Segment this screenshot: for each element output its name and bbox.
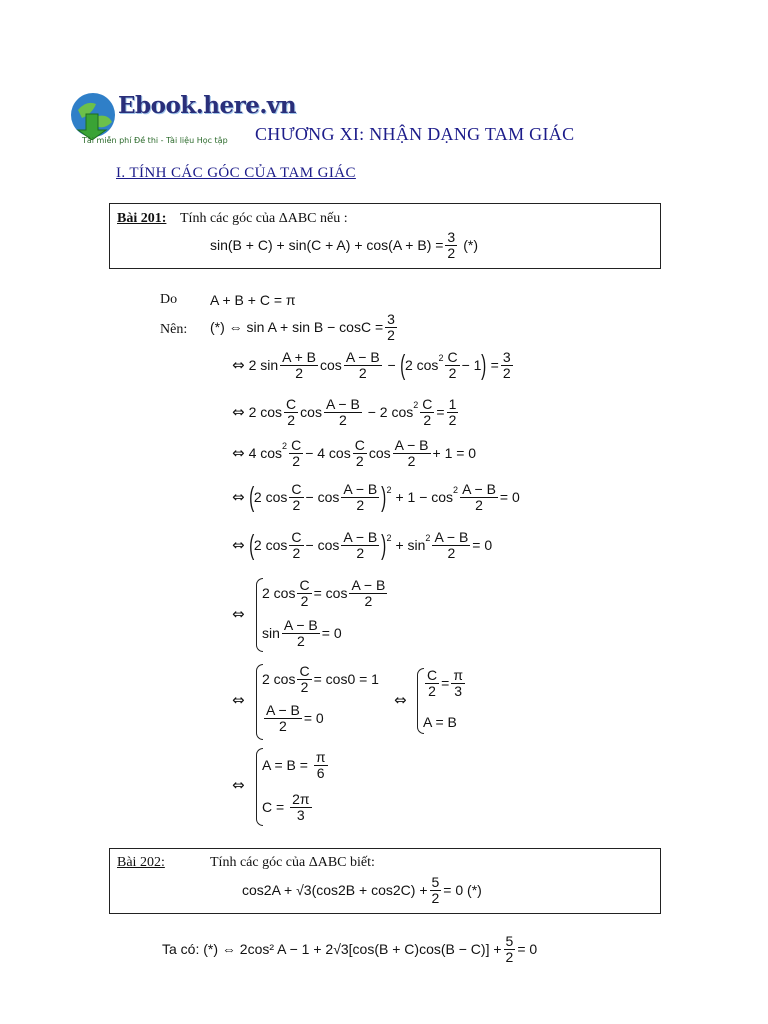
iff-symbol: ⇔ bbox=[394, 691, 407, 709]
final-eq-angle-c: C = $\frac{2\pi}{3}$ bbox=[262, 791, 310, 823]
problem-202-box bbox=[109, 848, 661, 914]
step-6: ⇔ ( 2 cos C 2 − cos A − B 2 ) 2 + sin 2 A − B 2 = 0 bbox=[232, 529, 493, 561]
iff-symbol: ⇔ bbox=[232, 605, 245, 623]
system-2-eq-1: 2 cos C 2 = cos0 = 1 bbox=[262, 663, 379, 695]
problem-201-equation bbox=[210, 230, 478, 260]
brand-name: Ebook.here.vn bbox=[118, 92, 296, 119]
final-eq-angle-ab: A = B = $\frac{\pi}{6}$ bbox=[262, 749, 326, 781]
system-1-eq-2: sin A − B 2 = 0 bbox=[262, 617, 342, 649]
system-2-eq-2: A − B 2 = 0 bbox=[266, 702, 324, 734]
fraction-3-2: $\frac{3}{2}$ bbox=[447, 229, 456, 261]
do-expression: A + B + C = π bbox=[210, 292, 296, 308]
step-2: ⇔ 2 sin A + B 2 cos A − B 2 − ( 2 cos 2 C 2 − 1 ) = 3 2 bbox=[232, 349, 511, 381]
step-4: ⇔ 4 cos 2 C 2 − 4 cos C 2 cos A − B 2 + 1 = 0 bbox=[232, 437, 477, 469]
system-3-eq-1: C 2 = π 3 bbox=[427, 667, 463, 699]
system-1-eq-1: 2 cos C 2 = cos A − B 2 bbox=[262, 577, 386, 609]
problem-202-label: Bài 202: bbox=[117, 855, 165, 870]
nen-label: Nên: bbox=[160, 322, 188, 337]
globe-download-icon bbox=[68, 90, 118, 140]
problem-201-box bbox=[109, 203, 661, 269]
site-logo[interactable] bbox=[62, 84, 296, 154]
problem-201-statement: Tính các góc của ΔABC nếu : bbox=[180, 211, 348, 226]
system-3-eq-2: A = B bbox=[423, 714, 457, 730]
equation-tag: (*) bbox=[463, 237, 478, 254]
problem-201-label: Bài 201: bbox=[117, 211, 167, 226]
equation-lhs: sin(B + C) + sin(C + A) + cos(A + B) = bbox=[210, 237, 444, 254]
step-1: (*) ⇔ sin A + sin B − cosC = $\frac{3}{2}$ bbox=[210, 311, 395, 343]
iff-symbol: ⇔ bbox=[232, 691, 245, 709]
do-label: Do bbox=[160, 292, 178, 307]
section-title: I. TÍNH CÁC GÓC CỦA TAM GIÁC bbox=[116, 165, 356, 181]
problem-202-statement: Tính các góc của ΔABC biết: bbox=[210, 855, 375, 870]
solution-202-line: Ta có: (*) ⇔ 2cos² A − 1 + 2√3[cos(B + C)cos(B − C)] + $\frac{5}{2}$ = 0 bbox=[162, 933, 538, 965]
iff-symbol: ⇔ bbox=[232, 776, 245, 794]
chapter-title: CHƯƠNG XI: NHẬN DẠNG TAM GIÁC bbox=[255, 124, 575, 144]
problem-202-equation: cos2A + √3(cos2B + cos2C) + $\frac{5}{2}$ = 0 (*) bbox=[242, 874, 482, 906]
step-5: ⇔ ( 2 cos C 2 − cos A − B 2 ) 2 + 1 − cos 2 A − B 2 = 0 bbox=[232, 481, 520, 513]
step-1-expr: (*) ⇔ sin A + sin B − cosC = bbox=[210, 319, 384, 336]
brand-tagline: Tải miễn phí Đề thi - Tài liệu Học tập bbox=[82, 136, 228, 145]
step-3: ⇔ 2 cos C 2 cos A − B 2 − 2 cos 2 C 2 = 1 2 bbox=[232, 396, 457, 428]
